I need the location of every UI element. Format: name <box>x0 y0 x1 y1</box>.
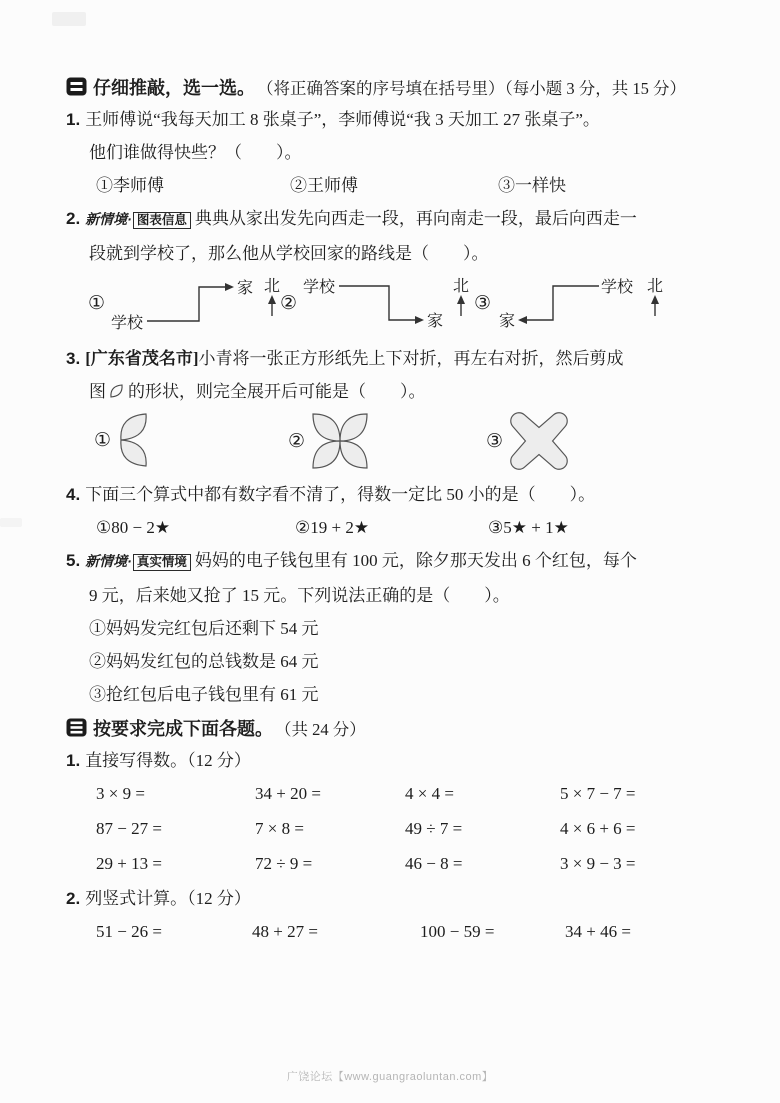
question-3-line-2 <box>89 375 726 408</box>
cut-shape-leaf-icon <box>108 382 126 400</box>
math-expression: 4 × 6 + 6 = <box>560 819 636 838</box>
question-3-line-1 <box>66 342 726 375</box>
route-diagram-3 <box>495 272 683 334</box>
math-expression: 48 + 27 = <box>252 922 318 941</box>
section-two-icon <box>66 77 87 96</box>
route-option-3 <box>474 272 683 334</box>
scan-artifact <box>0 518 22 527</box>
scan-artifact <box>52 12 86 26</box>
mental-math-row-1 <box>66 777 726 812</box>
north-arrow-icon <box>651 295 659 304</box>
section-two-header <box>66 70 726 103</box>
question-2-tag: 图表信息 <box>133 212 191 229</box>
question-1-line-2: 他们谁做得快些？（ ）。 <box>89 143 302 162</box>
question-3-number: 3. <box>66 349 81 368</box>
question-4-option-2: ②19 + 2★ <box>295 518 370 537</box>
question-3-text: 小青将一张正方形纸先上下对折，再左右对折，然后剪成 <box>198 349 624 368</box>
question-5-tag-prefix: 新情境· <box>85 553 132 569</box>
home-label: 家 <box>237 280 254 297</box>
route-option-1 <box>88 272 289 334</box>
math-expression: 87 − 27 = <box>96 819 162 838</box>
shape-option-3-number: ③ <box>486 430 504 452</box>
section-three-q2-text: 列竖式计算。（12 分） <box>85 889 251 908</box>
north-label: 北 <box>453 278 470 295</box>
home-label: 家 <box>499 313 516 330</box>
shape-option-3 <box>486 410 571 472</box>
north-arrow-icon <box>457 295 465 304</box>
math-expression: 34 + 20 = <box>255 784 321 803</box>
question-2-tag-prefix: 新情境· <box>85 211 132 227</box>
question-2-number: 2. <box>66 209 81 228</box>
school-label: 学校 <box>111 315 144 332</box>
question-5-option-1: ①妈妈发完红包后还剩下 54 元 <box>89 619 319 638</box>
home-label: 家 <box>427 313 444 330</box>
route-arrow-icon <box>415 316 424 324</box>
question-2-text: 典典从家出发先向西走一段，再向南走一段，最后向西走一 <box>194 209 637 228</box>
math-expression: 49 ÷ 7 = <box>405 819 463 838</box>
school-label: 学校 <box>601 279 634 296</box>
question-5-tag: 真实情境 <box>133 554 191 571</box>
question-1-options <box>66 169 726 202</box>
route-diagram-1 <box>109 272 289 334</box>
question-1-text: 王师傅说“我每天加工 8 张桌子”，李师傅说“我 3 天加工 27 张桌子”。 <box>85 110 600 129</box>
watermark-footer: 广饶论坛【www.guangraoluntan.com】 <box>286 1071 494 1083</box>
section-three-q1-number: 1. <box>66 751 81 770</box>
question-1-option-1: ①李师傅 <box>96 176 164 195</box>
route-option-2 <box>280 272 481 334</box>
math-expression: 5 × 7 − 7 = <box>560 784 636 803</box>
math-expression: 34 + 46 = <box>565 922 631 941</box>
two-petal-shape-icon <box>115 410 159 470</box>
four-petal-flower-icon <box>309 410 371 472</box>
column-calc-row <box>66 915 726 948</box>
question-5-number: 5. <box>66 551 81 570</box>
mental-math-row-3 <box>66 847 726 882</box>
question-5-line-1 <box>66 544 726 579</box>
question-1-number: 1. <box>66 110 81 129</box>
question-2-line-2: 段就到学校了，那么他从学校回家的路线是（ ）。 <box>89 244 489 263</box>
shape-option-1-number: ① <box>94 429 112 451</box>
math-expression: 100 − 59 = <box>420 922 495 941</box>
question-4-number: 4. <box>66 485 81 504</box>
section-three-q2-label <box>66 882 726 915</box>
route-diagram-2 <box>301 272 481 334</box>
math-expression: 3 × 9 = <box>96 784 145 803</box>
shape-option-2 <box>288 410 371 472</box>
question-4-option-3: ③5★ + 1★ <box>488 518 569 537</box>
question-5-option-2: ②妈妈发红包的总钱数是 64 元 <box>89 652 319 671</box>
mental-math-row-2 <box>66 812 726 847</box>
section-two-title: 仔细推敲，选一选。 <box>93 77 255 98</box>
math-expression: 46 − 8 = <box>405 854 463 873</box>
shape-option-1 <box>94 410 159 470</box>
question-3-source-tag: [广东省茂名市] <box>85 349 199 368</box>
north-label: 北 <box>264 278 281 295</box>
question-5-line-2: 9 元，后来她又抢了 15 元。下列说法正确的是（ ）。 <box>89 586 510 605</box>
math-expression: 4 × 4 = <box>405 784 454 803</box>
north-arrow-icon <box>268 295 276 304</box>
question-2-line-1 <box>66 202 726 237</box>
north-label: 北 <box>647 278 664 295</box>
route-arrow-icon <box>518 316 527 324</box>
question-3-text-before-shape: 图 <box>89 382 106 401</box>
section-three-q2-number: 2. <box>66 889 81 908</box>
question-3-text-after-shape: 的形状，则完全展开后可能是（ ）。 <box>128 382 426 401</box>
question-1-line-1 <box>66 103 726 136</box>
question-3-shape-options <box>66 410 726 474</box>
math-expression: 29 + 13 = <box>96 854 162 873</box>
question-1-option-3: ③一样快 <box>498 176 566 195</box>
math-expression: 51 − 26 = <box>96 922 162 941</box>
question-4-text: 下面三个算式中都有数字看不清了，得数一定比 50 小的是（ ）。 <box>85 485 596 504</box>
section-three-icon <box>66 718 87 737</box>
route-option-1-number: ① <box>88 292 106 314</box>
section-three-q1-label <box>66 744 726 777</box>
question-5-option-3: ③抢红包后电子钱包里有 61 元 <box>89 685 319 704</box>
school-label: 学校 <box>303 279 336 296</box>
section-three-header <box>66 711 726 744</box>
math-expression: 3 × 9 − 3 = <box>560 854 636 873</box>
section-two-note: （将正确答案的序号填在括号里）（每小题 3 分，共 15 分） <box>257 78 686 98</box>
rounded-x-shape-icon <box>507 410 571 472</box>
section-three-title: 按要求完成下面各题。 <box>93 718 273 739</box>
shape-option-2-number: ② <box>288 430 306 452</box>
question-4-option-1: ①80 − 2★ <box>96 518 171 537</box>
math-expression: 72 ÷ 9 = <box>255 854 313 873</box>
math-expression: 7 × 8 = <box>255 819 304 838</box>
question-4-line-1 <box>66 478 726 511</box>
route-option-3-number: ③ <box>474 292 492 314</box>
section-three-note: （共 24 分） <box>275 719 366 739</box>
route-option-2-number: ② <box>280 292 298 314</box>
route-arrow-icon <box>225 283 234 291</box>
worksheet-page <box>66 70 726 948</box>
question-2-diagrams <box>66 272 726 338</box>
question-5-text: 妈妈的电子钱包里有 100 元，除夕那天发出 6 个红包，每个 <box>194 551 637 570</box>
question-4-options <box>66 511 726 544</box>
question-1-option-2: ②王师傅 <box>290 176 358 195</box>
section-three-q1-text: 直接写得数。（12 分） <box>85 751 251 770</box>
